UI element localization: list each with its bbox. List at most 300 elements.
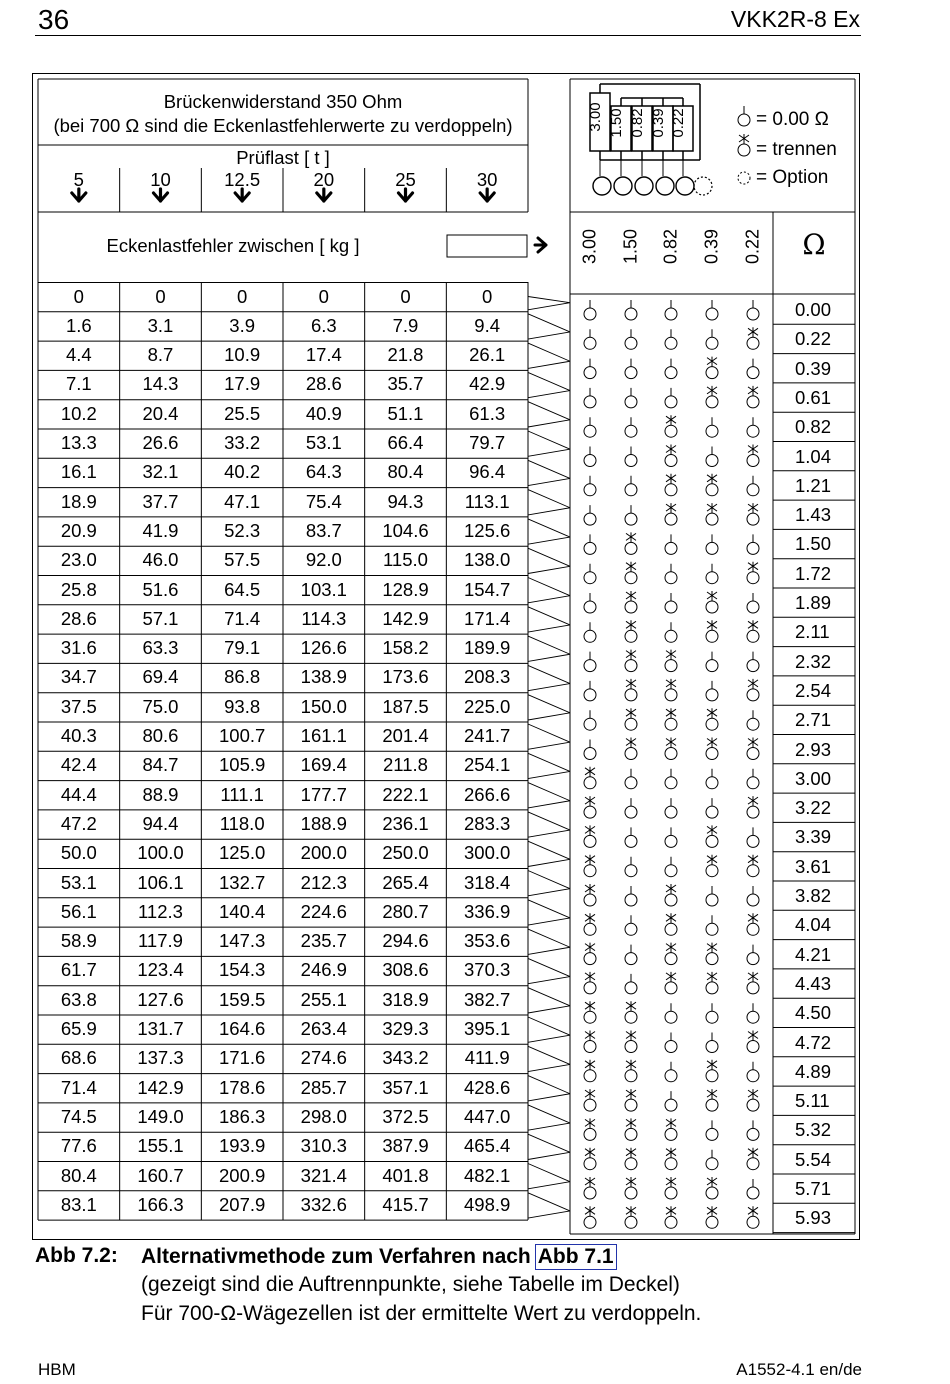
row-connector xyxy=(528,607,570,632)
table-cell: 0 xyxy=(73,285,84,307)
omega-value: 0.00 xyxy=(795,299,832,320)
option-loop-icon xyxy=(694,177,712,195)
table-cell: 142.9 xyxy=(137,1076,184,1098)
closed-bridge-icon xyxy=(665,865,677,877)
cut-bridge-icon xyxy=(706,1070,718,1082)
cut-bridge-icon xyxy=(625,542,637,554)
omega-value: 3.22 xyxy=(795,797,832,819)
load-value-1: 10 xyxy=(150,169,171,190)
table-cell: 33.2 xyxy=(224,432,261,453)
cut-bridge-icon xyxy=(665,1187,677,1199)
closed-bridge-icon xyxy=(706,1128,718,1140)
omega-value: 4.21 xyxy=(795,943,832,965)
legend-cut-label: = trennen xyxy=(756,139,837,160)
omega-value: 1.50 xyxy=(795,533,832,555)
omega-value: 4.89 xyxy=(795,1060,832,1082)
cut-bridge-icon xyxy=(747,1158,759,1170)
closed-bridge-icon xyxy=(584,484,596,496)
cut-bridge-icon xyxy=(706,953,718,965)
table-cell: 34.7 xyxy=(60,666,97,688)
cut-bridge-icon xyxy=(625,689,637,701)
closed-bridge-icon xyxy=(625,777,637,789)
omega-value: 2.32 xyxy=(795,650,832,672)
closed-bridge-icon xyxy=(665,601,677,613)
cut-bridge-icon xyxy=(747,396,759,408)
cut-bridge-icon xyxy=(706,982,718,994)
cut-bridge-icon xyxy=(625,572,637,584)
table-cell: 372.5 xyxy=(382,1105,429,1127)
table-cell: 201.4 xyxy=(382,725,429,746)
cut-bridge-icon xyxy=(706,1099,718,1111)
closed-bridge-icon xyxy=(747,425,759,437)
table-cell: 53.1 xyxy=(305,432,342,453)
table-cell: 18.9 xyxy=(60,490,97,512)
table-cell: 74.5 xyxy=(60,1105,97,1127)
table-cell: 28.6 xyxy=(305,373,342,395)
table-cell: 329.3 xyxy=(382,1018,429,1039)
load-value-0: 5 xyxy=(73,169,84,190)
table-cell: 128.9 xyxy=(382,578,429,600)
omega-value: 2.54 xyxy=(795,679,832,701)
cut-bridge-icon xyxy=(625,1011,637,1023)
bridge-loop-icon xyxy=(614,177,632,195)
cut-bridge-icon xyxy=(747,748,759,760)
closed-bridge-icon xyxy=(625,953,637,965)
row-connector xyxy=(528,665,570,690)
omega-value: 5.11 xyxy=(795,1090,830,1112)
cut-bridge-icon xyxy=(738,144,750,156)
row-connector xyxy=(528,1017,570,1042)
table-cell: 357.1 xyxy=(382,1076,429,1098)
closed-bridge-icon xyxy=(706,572,718,584)
table-cell: 79.1 xyxy=(224,637,261,659)
omega-value: 1.21 xyxy=(795,474,832,496)
table-cell: 208.3 xyxy=(464,666,511,688)
closed-bridge-icon xyxy=(747,660,759,672)
table-cell: 96.4 xyxy=(469,461,506,483)
cut-bridge-icon xyxy=(584,923,596,935)
cut-bridge-icon xyxy=(665,953,677,965)
table-cell: 42.9 xyxy=(469,373,506,395)
closed-bridge-icon xyxy=(747,894,759,906)
closed-bridge-icon xyxy=(665,835,677,847)
cut-bridge-icon xyxy=(706,601,718,613)
closed-bridge-icon xyxy=(584,396,596,408)
table-cell: 161.1 xyxy=(300,725,347,746)
closed-bridge-icon xyxy=(706,542,718,554)
table-cell: 154.7 xyxy=(464,578,511,600)
closed-bridge-icon xyxy=(706,1011,718,1023)
table-cell: 16.1 xyxy=(60,461,97,483)
table-cell: 0 xyxy=(400,285,411,307)
row-connector xyxy=(528,958,570,983)
table-cell: 387.9 xyxy=(382,1135,429,1157)
closed-bridge-icon xyxy=(584,630,596,642)
row-connector xyxy=(528,724,570,749)
table-cell: 26.1 xyxy=(469,344,506,366)
cut-bridge-icon xyxy=(625,1070,637,1082)
omega-value: 5.93 xyxy=(795,1207,832,1229)
document-title: VKK2R-8 Ex xyxy=(730,6,860,32)
table-cell: 411.9 xyxy=(464,1047,510,1069)
closed-bridge-icon xyxy=(706,894,718,906)
table-cell: 113.1 xyxy=(464,490,510,512)
table-cell: 86.8 xyxy=(224,666,261,688)
cut-bridge-icon xyxy=(706,865,718,877)
table-cell: 465.4 xyxy=(464,1135,511,1157)
table-cell: 17.9 xyxy=(224,373,261,395)
table-cell: 193.9 xyxy=(219,1135,266,1157)
row-connector xyxy=(528,343,570,368)
table-cell: 207.9 xyxy=(219,1193,266,1215)
table-cell: 23.0 xyxy=(60,549,97,571)
resistor-label: 3.00 xyxy=(587,102,604,132)
cut-bridge-icon xyxy=(584,1216,596,1228)
omega-value: 0.61 xyxy=(795,386,832,408)
cut-bridge-icon xyxy=(706,1187,718,1199)
load-value-3: 20 xyxy=(313,169,335,190)
closed-bridge-icon xyxy=(665,542,677,554)
caption-link-abb-7-1[interactable]: Abb 7.1 xyxy=(535,1244,617,1270)
cut-bridge-icon xyxy=(584,777,596,789)
cut-bridge-icon xyxy=(584,894,596,906)
table-cell: 37.5 xyxy=(60,695,97,717)
table-cell: 75.4 xyxy=(305,490,342,512)
closed-bridge-icon xyxy=(584,718,596,730)
omega-value: 5.71 xyxy=(795,1178,832,1199)
cut-bridge-icon xyxy=(706,484,718,496)
cut-bridge-icon xyxy=(706,513,718,525)
row-connector xyxy=(528,297,570,310)
table-cell: 26.6 xyxy=(142,432,179,453)
table-cell: 83.1 xyxy=(60,1193,97,1215)
table-cell: 40.2 xyxy=(224,461,261,483)
closed-bridge-icon xyxy=(584,748,596,760)
table-cell: 65.9 xyxy=(60,1018,97,1039)
cut-bridge-icon xyxy=(665,455,677,467)
closed-bridge-icon xyxy=(747,835,759,847)
omega-value: 4.72 xyxy=(795,1031,832,1053)
table-cell: 6.3 xyxy=(310,314,337,336)
cut-bridge-icon xyxy=(625,601,637,613)
closed-bridge-icon xyxy=(625,513,637,525)
table-cell: 285.7 xyxy=(300,1076,347,1098)
row-connector xyxy=(528,900,570,925)
row-connector xyxy=(528,783,570,808)
closed-bridge-icon xyxy=(665,367,677,379)
closed-bridge-icon xyxy=(625,982,637,994)
cut-bridge-icon xyxy=(625,1216,637,1228)
right-arrow-icon xyxy=(535,238,546,252)
resistor-label: 1.50 xyxy=(608,108,625,138)
closed-bridge-icon xyxy=(625,308,637,320)
row-connector xyxy=(528,1076,570,1101)
table-cell: 222.1 xyxy=(382,783,429,805)
load-header: Prüflast [ t ] xyxy=(236,147,330,168)
closed-bridge-icon xyxy=(584,308,596,320)
cut-bridge-icon xyxy=(584,835,596,847)
table-cell: 212.3 xyxy=(300,871,347,893)
closed-bridge-icon xyxy=(665,630,677,642)
footer-doc-id: A1552-4.1 en/de xyxy=(736,1360,862,1379)
table-cell: 187.5 xyxy=(382,695,429,717)
row-connector xyxy=(528,402,570,427)
caption-line-1 xyxy=(141,1244,617,1270)
table-cell: 159.5 xyxy=(219,988,266,1010)
table-cell: 80.4 xyxy=(387,461,424,483)
table-cell: 164.6 xyxy=(219,1018,266,1039)
cut-bridge-icon xyxy=(625,660,637,672)
table-cell: 0 xyxy=(482,285,493,307)
closed-bridge-icon xyxy=(706,308,718,320)
table-cell: 138.0 xyxy=(464,549,511,571)
cut-bridge-icon xyxy=(706,748,718,760)
closed-bridge-icon xyxy=(625,835,637,847)
table-cell: 283.3 xyxy=(464,812,511,834)
table-cell: 447.0 xyxy=(464,1105,511,1127)
table-cell: 186.3 xyxy=(219,1105,266,1127)
load-value-2: 12.5 xyxy=(224,169,261,190)
row-connector xyxy=(528,519,570,544)
cut-bridge-icon xyxy=(747,982,759,994)
table-cell: 94.3 xyxy=(387,490,424,512)
closed-bridge-icon xyxy=(665,396,677,408)
table-cell: 211.8 xyxy=(383,754,428,776)
omega-value: 2.93 xyxy=(795,738,832,760)
row-connector xyxy=(528,490,570,515)
table-cell: 401.8 xyxy=(382,1164,429,1186)
cut-bridge-icon xyxy=(584,982,596,994)
cut-bridge-icon xyxy=(625,1041,637,1053)
closed-bridge-icon xyxy=(665,806,677,818)
table-cell: 138.9 xyxy=(300,666,347,688)
table-cell: 41.9 xyxy=(142,519,179,541)
table-cell: 31.6 xyxy=(60,637,97,659)
resistor-label: 0.82 xyxy=(629,108,646,138)
table-cell: 263.4 xyxy=(300,1018,347,1039)
resistor-value-header: 1.50 xyxy=(620,228,641,265)
closed-bridge-icon xyxy=(706,1158,718,1170)
bridge-loop-icon xyxy=(656,177,674,195)
table-cell: 225.0 xyxy=(464,695,511,717)
table-cell: 79.7 xyxy=(469,432,506,453)
table-cell: 137.3 xyxy=(137,1047,184,1069)
table-cell: 382.7 xyxy=(464,988,511,1010)
table-cell: 0 xyxy=(155,285,166,307)
table-cell: 308.6 xyxy=(382,959,429,981)
table-cell: 20.9 xyxy=(60,519,97,541)
closed-bridge-icon xyxy=(665,1011,677,1023)
row-connector xyxy=(528,812,570,837)
closed-bridge-icon xyxy=(747,542,759,554)
table-cell: 246.9 xyxy=(300,959,347,981)
closed-bridge-icon xyxy=(625,865,637,877)
bridge-loop-icon xyxy=(635,177,653,195)
closed-bridge-icon xyxy=(584,572,596,584)
cut-bridge-icon xyxy=(665,660,677,672)
table-cell: 40.3 xyxy=(60,725,97,746)
cut-bridge-icon xyxy=(625,1099,637,1111)
table-cell: 47.1 xyxy=(224,490,261,512)
table-cell: 125.6 xyxy=(464,519,511,541)
table-cell: 131.7 xyxy=(137,1018,184,1039)
closed-bridge-icon xyxy=(747,1128,759,1140)
table-cell: 155.1 xyxy=(137,1135,184,1157)
table-cell: 158.2 xyxy=(382,637,429,659)
closed-bridge-icon xyxy=(584,542,596,554)
table-cell: 88.9 xyxy=(142,783,179,805)
caption-line-2: (gezeigt sind die Auftrennpunkte, siehe Tabelle im Deckel) xyxy=(141,1273,680,1296)
table-cell: 104.6 xyxy=(382,519,429,541)
table-cell: 118.0 xyxy=(219,812,265,834)
table-cell: 236.1 xyxy=(382,812,429,834)
cut-bridge-icon xyxy=(584,1011,596,1023)
table-cell: 64.3 xyxy=(305,461,342,483)
table-cell: 13.3 xyxy=(60,432,97,453)
table-cell: 103.1 xyxy=(300,578,347,600)
cut-bridge-icon xyxy=(584,1099,596,1111)
row-connector xyxy=(528,695,570,720)
table-cell: 35.7 xyxy=(387,373,424,395)
table-cell: 169.4 xyxy=(300,754,347,776)
cut-bridge-icon xyxy=(625,748,637,760)
cut-bridge-icon xyxy=(665,923,677,935)
table-cell: 51.6 xyxy=(142,578,179,600)
table-cell: 111.1 xyxy=(220,783,264,805)
cut-bridge-icon xyxy=(665,1216,677,1228)
closed-bridge-icon xyxy=(584,660,596,672)
table-cell: 14.3 xyxy=(142,373,179,395)
closed-bridge-icon xyxy=(747,1070,759,1082)
table-cell: 8.7 xyxy=(147,344,174,366)
cut-bridge-icon xyxy=(747,1216,759,1228)
cut-bridge-icon xyxy=(665,425,677,437)
closed-bridge-icon xyxy=(706,1041,718,1053)
table-cell: 106.1 xyxy=(137,871,184,893)
table-cell: 100.7 xyxy=(219,725,266,746)
table-cell: 57.1 xyxy=(142,607,179,629)
table-cell: 58.9 xyxy=(60,930,97,952)
option-bridge-icon xyxy=(738,172,750,184)
table-cell: 0 xyxy=(237,285,248,307)
row-connector xyxy=(528,929,570,954)
table-cell: 80.6 xyxy=(142,725,179,746)
closed-bridge-icon xyxy=(706,425,718,437)
row-connector xyxy=(528,636,570,661)
cut-bridge-icon xyxy=(747,337,759,349)
table-cell: 140.4 xyxy=(219,900,266,922)
table-cell: 254.1 xyxy=(464,754,511,776)
table-cell: 154.3 xyxy=(219,959,266,981)
cut-bridge-icon xyxy=(665,982,677,994)
closed-bridge-icon xyxy=(584,337,596,349)
closed-bridge-icon xyxy=(625,337,637,349)
row-connector xyxy=(528,1046,570,1071)
closed-bridge-icon xyxy=(625,367,637,379)
closed-bridge-icon xyxy=(747,953,759,965)
table-cell: 44.4 xyxy=(60,783,97,805)
cut-bridge-icon xyxy=(665,1158,677,1170)
omega-value: 3.00 xyxy=(795,767,832,789)
table-cell: 250.0 xyxy=(382,842,429,864)
table-cell: 343.2 xyxy=(382,1047,429,1069)
row-connector xyxy=(528,1164,570,1189)
table-cell: 115.0 xyxy=(383,549,428,571)
table-cell: 370.3 xyxy=(464,959,511,981)
closed-bridge-icon xyxy=(625,455,637,467)
table-cell: 395.1 xyxy=(464,1018,511,1039)
omega-value: 2.11 xyxy=(795,621,830,643)
table-cell: 46.0 xyxy=(142,549,179,571)
closed-bridge-icon xyxy=(665,777,677,789)
resistor-value-header: 3.00 xyxy=(579,228,600,265)
closed-bridge-icon xyxy=(706,777,718,789)
table-cell: 126.6 xyxy=(300,637,347,659)
table-cell: 353.6 xyxy=(464,930,511,952)
table-cell: 241.7 xyxy=(464,725,511,746)
closed-bridge-icon xyxy=(665,1041,677,1053)
table-cell: 0 xyxy=(318,285,329,307)
closed-bridge-icon xyxy=(747,308,759,320)
closed-bridge-icon xyxy=(747,1011,759,1023)
table-cell: 56.1 xyxy=(60,900,97,922)
resistor-label: 0.39 xyxy=(650,108,667,138)
cut-bridge-icon xyxy=(665,1128,677,1140)
table-cell: 200.9 xyxy=(219,1164,266,1186)
table-cell: 415.7 xyxy=(382,1193,429,1215)
cut-bridge-icon xyxy=(747,572,759,584)
table-cell: 75.0 xyxy=(142,695,179,717)
cut-bridge-icon xyxy=(665,513,677,525)
table-cell: 189.9 xyxy=(464,637,511,659)
table-cell: 321.4 xyxy=(300,1164,347,1186)
table-cell: 57.5 xyxy=(224,549,261,571)
closed-bridge-icon xyxy=(706,660,718,672)
bridge-loop-icon xyxy=(676,177,694,195)
resistor-value-header: 0.39 xyxy=(701,228,722,265)
table-cell: 93.8 xyxy=(224,695,261,717)
row-connector xyxy=(528,753,570,778)
closed-bridge-icon xyxy=(584,601,596,613)
cut-bridge-icon xyxy=(747,689,759,701)
table-cell: 53.1 xyxy=(60,871,97,893)
table-cell: 63.8 xyxy=(60,988,97,1010)
cut-bridge-icon xyxy=(706,396,718,408)
table-cell: 177.7 xyxy=(300,783,347,805)
page-number: 36 xyxy=(38,4,70,35)
cut-bridge-icon xyxy=(584,1158,596,1170)
table-cell: 10.2 xyxy=(60,402,97,424)
cut-bridge-icon xyxy=(625,1187,637,1199)
cut-bridge-icon xyxy=(665,689,677,701)
closed-bridge-icon xyxy=(665,572,677,584)
table-cell: 68.6 xyxy=(60,1047,97,1069)
table-cell: 32.1 xyxy=(142,461,179,483)
table-cell: 127.6 xyxy=(137,988,184,1010)
table-cell: 178.6 xyxy=(219,1076,266,1098)
table-cell: 150.0 xyxy=(300,695,347,717)
table-cell: 173.6 xyxy=(382,666,429,688)
table-cell: 100.0 xyxy=(137,842,184,864)
cut-bridge-icon xyxy=(584,806,596,818)
closed-bridge-icon xyxy=(584,455,596,467)
table-cell: 125.0 xyxy=(219,842,266,864)
omega-header: Ω xyxy=(802,228,826,261)
row-connector xyxy=(528,1105,570,1130)
closed-bridge-icon xyxy=(584,367,596,379)
table-cell: 112.3 xyxy=(138,900,183,922)
row-connector xyxy=(528,841,570,866)
